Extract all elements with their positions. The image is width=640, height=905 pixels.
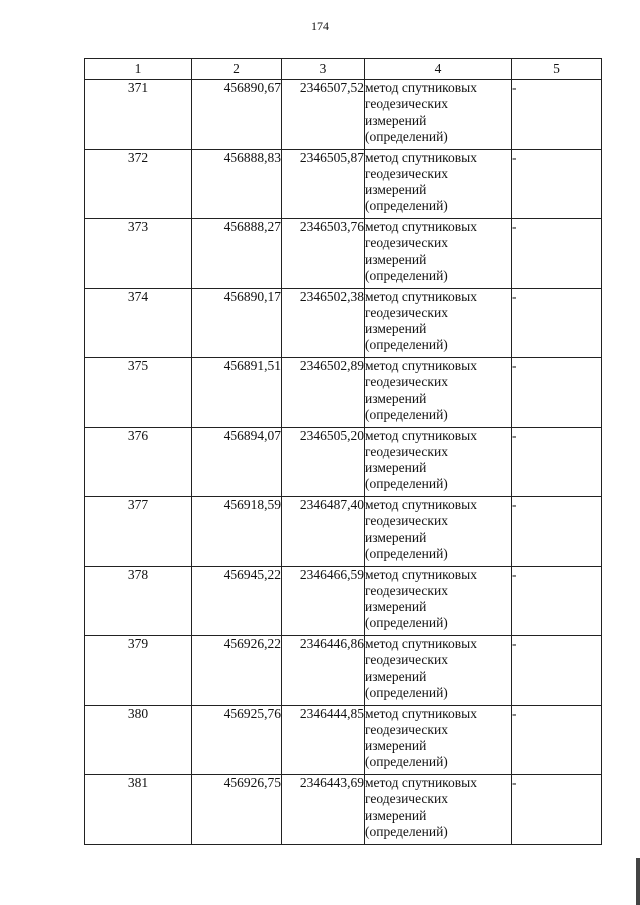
x-coordinate-cell: 456891,51 [192, 358, 282, 428]
method-cell: метод спутниковых геодезических измерений (определений) [365, 288, 512, 358]
x-coordinate-cell: 456890,67 [192, 80, 282, 150]
point-number-cell: 372 [85, 149, 192, 219]
x-coordinate-cell: 456918,59 [192, 497, 282, 567]
note-cell: - [512, 149, 602, 219]
method-cell: метод спутниковых геодезических измерений (определений) [365, 566, 512, 636]
x-coordinate-cell: 456926,75 [192, 775, 282, 845]
method-cell: метод спутниковых геодезических измерений (определений) [365, 497, 512, 567]
y-coordinate-cell: 2346446,86 [282, 636, 365, 706]
x-coordinate-cell: 456888,27 [192, 219, 282, 289]
note-cell: - [512, 288, 602, 358]
coordinates-table [84, 58, 602, 845]
table-row [85, 80, 602, 150]
table-row [85, 358, 602, 428]
y-coordinate-cell: 2346443,69 [282, 775, 365, 845]
note-cell: - [512, 80, 602, 150]
method-cell: метод спутниковых геодезических измерений (определений) [365, 80, 512, 150]
note-cell: - [512, 705, 602, 775]
method-cell: метод спутниковых геодезических измерений (определений) [365, 358, 512, 428]
method-cell: метод спутниковых геодезических измерений (определений) [365, 219, 512, 289]
x-coordinate-cell: 456894,07 [192, 427, 282, 497]
column-header: 3 [282, 59, 365, 80]
y-coordinate-cell: 2346503,76 [282, 219, 365, 289]
point-number-cell: 379 [85, 636, 192, 706]
x-coordinate-cell: 456926,22 [192, 636, 282, 706]
y-coordinate-cell: 2346502,89 [282, 358, 365, 428]
point-number-cell: 377 [85, 497, 192, 567]
point-number-cell: 374 [85, 288, 192, 358]
note-cell: - [512, 636, 602, 706]
point-number-cell: 381 [85, 775, 192, 845]
method-cell: метод спутниковых геодезических измерений (определений) [365, 427, 512, 497]
y-coordinate-cell: 2346502,38 [282, 288, 365, 358]
column-header: 1 [85, 59, 192, 80]
note-cell: - [512, 427, 602, 497]
y-coordinate-cell: 2346444,85 [282, 705, 365, 775]
note-cell: - [512, 358, 602, 428]
column-header: 2 [192, 59, 282, 80]
table-row [85, 566, 602, 636]
table-body [85, 80, 602, 845]
y-coordinate-cell: 2346505,20 [282, 427, 365, 497]
table-row [85, 775, 602, 845]
table-row [85, 219, 602, 289]
table-row [85, 288, 602, 358]
note-cell: - [512, 219, 602, 289]
y-coordinate-cell: 2346487,40 [282, 497, 365, 567]
x-coordinate-cell: 456890,17 [192, 288, 282, 358]
note-cell: - [512, 775, 602, 845]
table-row [85, 705, 602, 775]
column-header: 5 [512, 59, 602, 80]
table-row [85, 636, 602, 706]
y-coordinate-cell: 2346505,87 [282, 149, 365, 219]
method-cell: метод спутниковых геодезических измерений (определений) [365, 636, 512, 706]
note-cell: - [512, 566, 602, 636]
table-row [85, 149, 602, 219]
note-cell: - [512, 497, 602, 567]
point-number-cell: 380 [85, 705, 192, 775]
x-coordinate-cell: 456945,22 [192, 566, 282, 636]
method-cell: метод спутниковых геодезических измерений (определений) [365, 775, 512, 845]
point-number-cell: 373 [85, 219, 192, 289]
x-coordinate-cell: 456888,83 [192, 149, 282, 219]
point-number-cell: 376 [85, 427, 192, 497]
table-header-row [85, 59, 602, 80]
table-row [85, 497, 602, 567]
method-cell: метод спутниковых геодезических измерений (определений) [365, 149, 512, 219]
y-coordinate-cell: 2346507,52 [282, 80, 365, 150]
method-cell: метод спутниковых геодезических измерений (определений) [365, 705, 512, 775]
page-number: 174 [311, 19, 329, 33]
x-coordinate-cell: 456925,76 [192, 705, 282, 775]
point-number-cell: 375 [85, 358, 192, 428]
point-number-cell: 371 [85, 80, 192, 150]
table-row [85, 427, 602, 497]
column-header: 4 [365, 59, 512, 80]
scan-edge-mark [636, 858, 640, 905]
point-number-cell: 378 [85, 566, 192, 636]
y-coordinate-cell: 2346466,59 [282, 566, 365, 636]
